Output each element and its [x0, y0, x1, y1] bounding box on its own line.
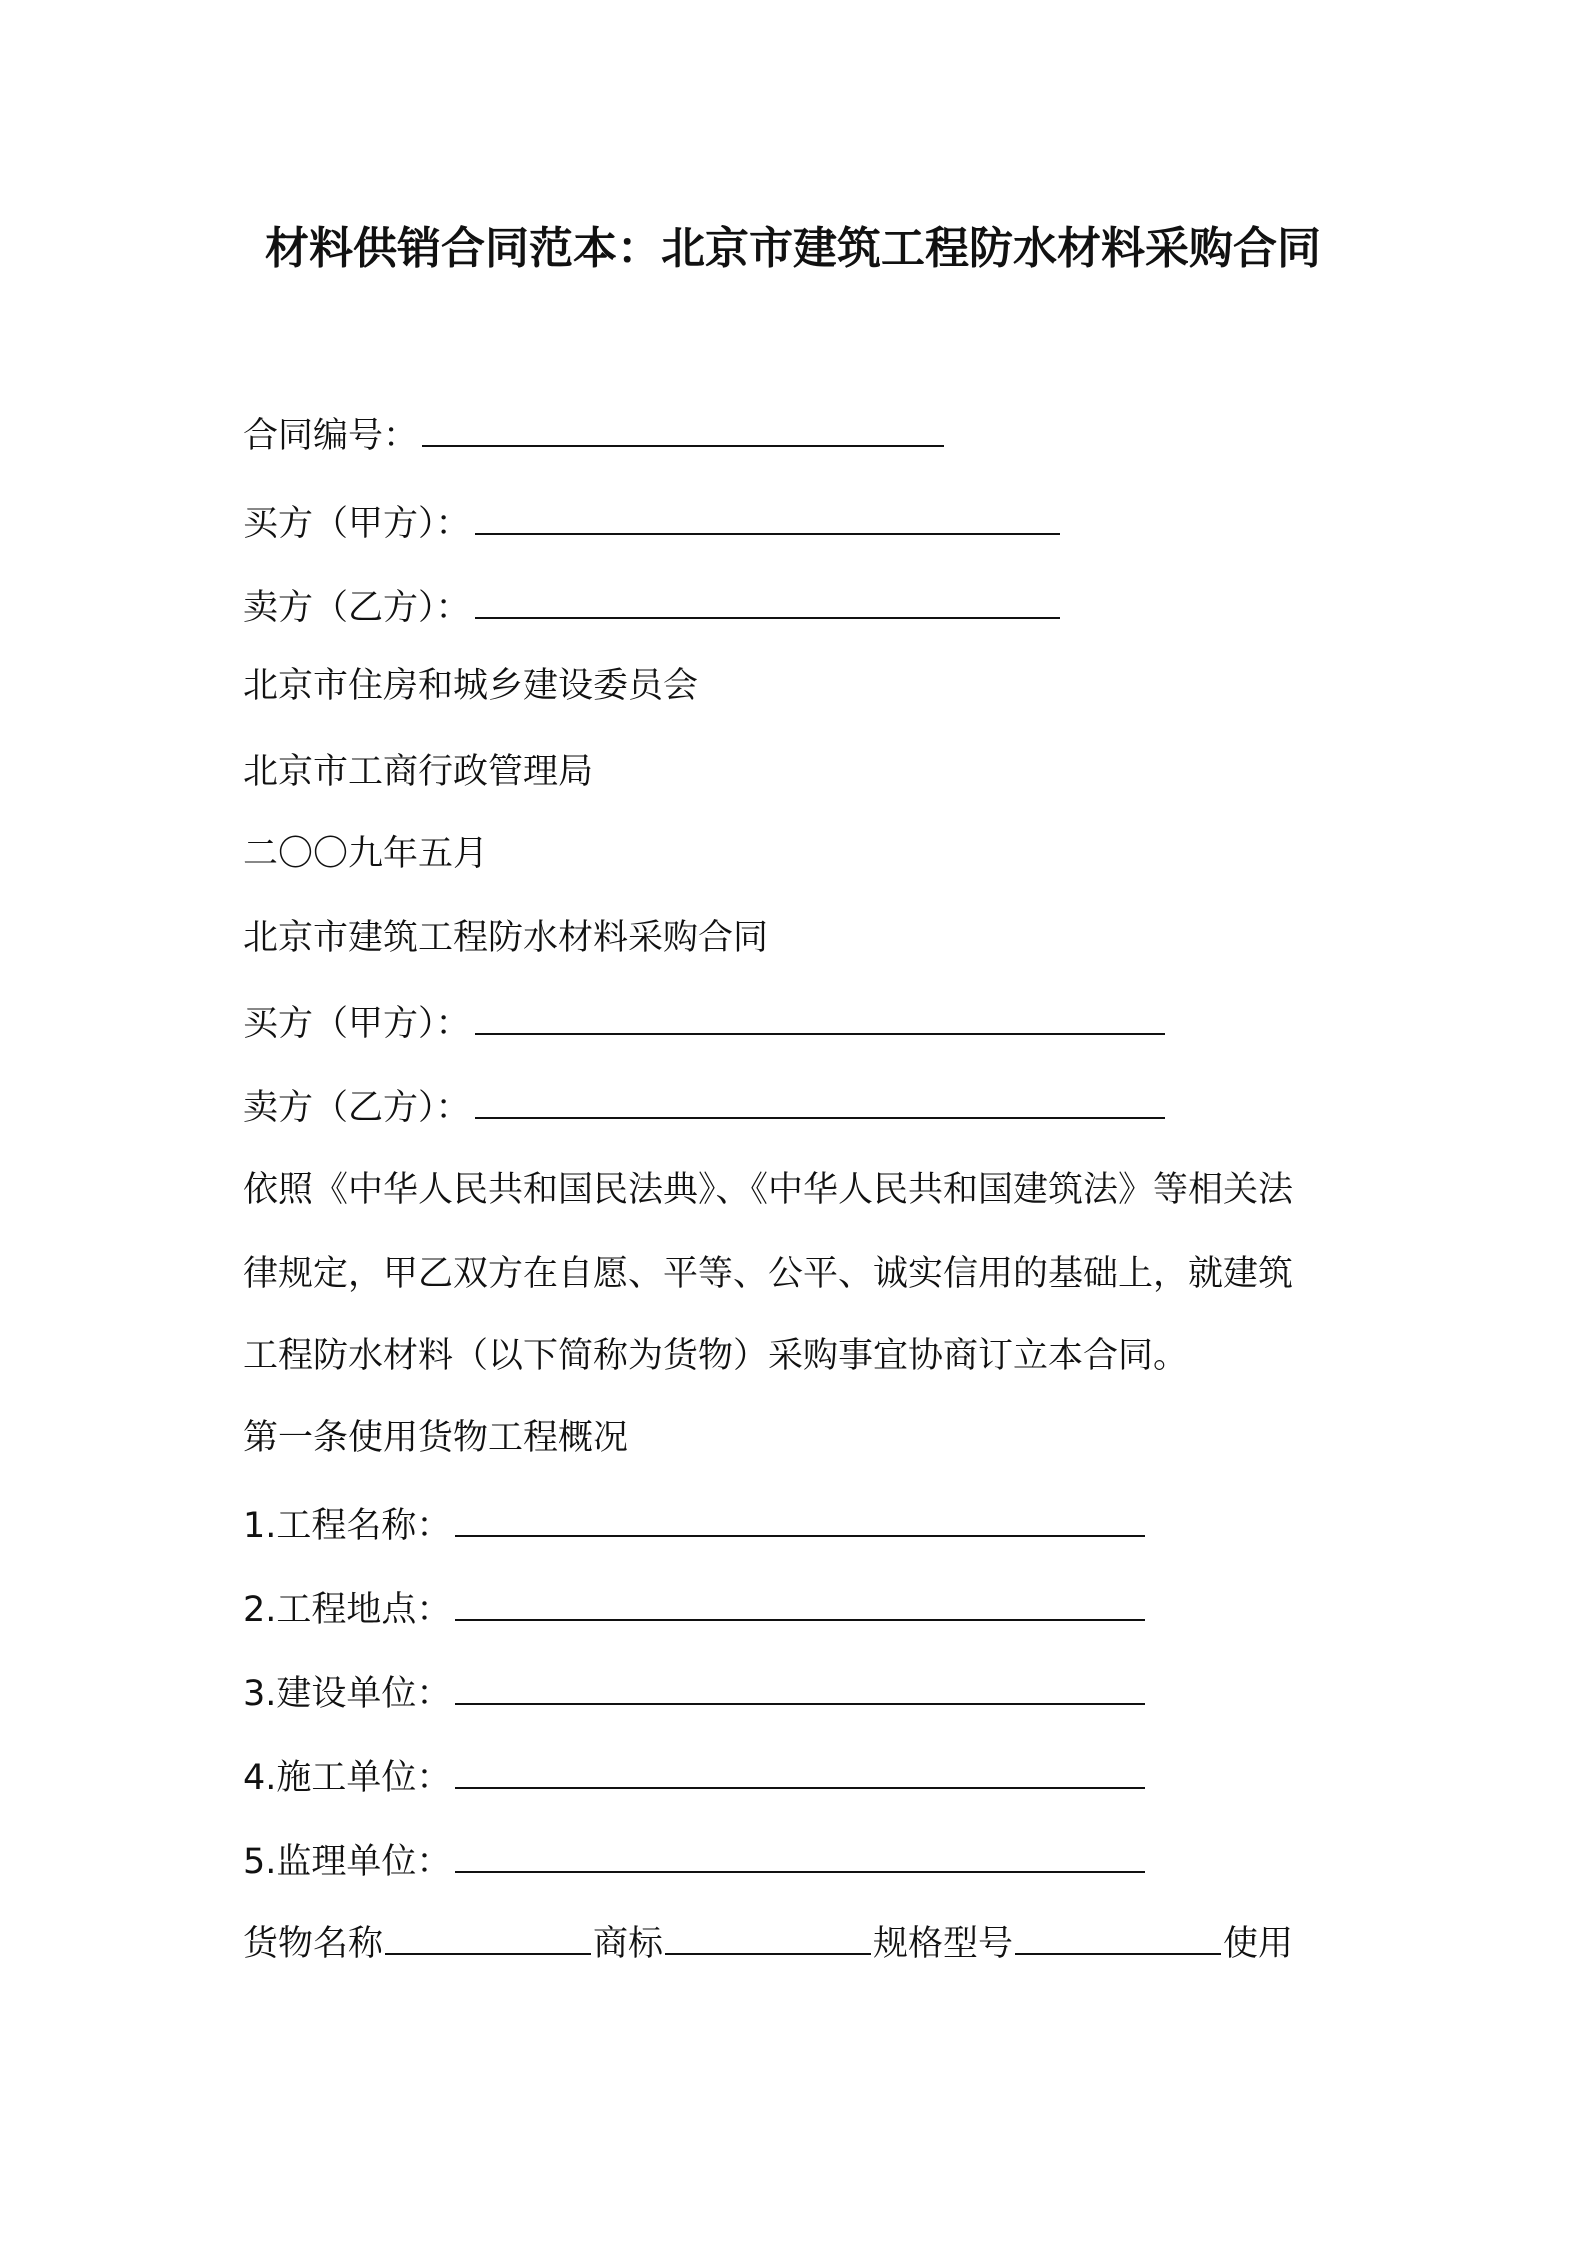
brand-label: 商标 — [593, 1924, 664, 1964]
contract-number-field — [243, 412, 944, 460]
buyer-field-header — [243, 500, 1060, 548]
goods-name-blank[interactable] — [385, 1923, 591, 1955]
construction-unit-blank[interactable] — [455, 1757, 1145, 1789]
owner-unit-blank[interactable] — [455, 1673, 1145, 1705]
owner-unit-label: 3.建设单位： — [243, 1674, 452, 1714]
project-item-4 — [243, 1754, 1145, 1802]
project-location-blank[interactable] — [455, 1589, 1145, 1621]
contract-number-label: 合同编号： — [243, 416, 419, 456]
spec-blank[interactable] — [1015, 1923, 1221, 1955]
project-item-2 — [243, 1586, 1145, 1634]
seller-label-header: 卖方（乙方）： — [243, 588, 471, 628]
seller-field — [243, 1084, 1165, 1132]
construction-unit-label: 4.施工单位： — [243, 1758, 452, 1798]
seller-label: 卖方（乙方）： — [243, 1088, 471, 1128]
project-location-label: 2.工程地点： — [243, 1590, 452, 1630]
goods-name-label: 货物名称 — [243, 1924, 384, 1964]
buyer-field — [243, 1000, 1165, 1048]
project-item-5 — [243, 1838, 1145, 1886]
seller-blank[interactable] — [475, 1087, 1165, 1119]
seller-field-header — [243, 584, 1060, 632]
project-name-label: 1.工程名称： — [243, 1506, 452, 1546]
seller-blank-header[interactable] — [475, 587, 1060, 619]
issuer-line-1: 北京市住房和城乡建设委员会 — [243, 666, 699, 706]
preamble-line-3: 工程防水材料（以下简称为货物）采购事宜协商订立本合同。 — [243, 1336, 1189, 1376]
spec-label: 规格型号 — [873, 1924, 1014, 1964]
preamble-line-2: 律规定，甲乙双方在自愿、平等、公平、诚实信用的基础上，就建筑 — [243, 1254, 1294, 1294]
buyer-blank[interactable] — [475, 1003, 1165, 1035]
issuer-line-2: 北京市工商行政管理局 — [243, 752, 594, 792]
project-name-blank[interactable] — [455, 1505, 1145, 1537]
project-item-1 — [243, 1502, 1145, 1550]
buyer-label: 买方（甲方）： — [243, 1004, 471, 1044]
issue-date: 二〇〇九年五月 — [243, 834, 489, 874]
article-1-heading: 第一条使用货物工程概况 — [243, 1418, 629, 1458]
project-item-3 — [243, 1670, 1145, 1718]
goods-line — [243, 1920, 1293, 1968]
supervision-unit-blank[interactable] — [455, 1841, 1145, 1873]
preamble-line-1: 依照《中华人民共和国民法典》、《中华人民共和国建筑法》等相关法 — [243, 1170, 1294, 1210]
buyer-label-header: 买方（甲方）： — [243, 504, 471, 544]
use-label: 使用 — [1223, 1924, 1294, 1964]
contract-number-blank[interactable] — [422, 415, 944, 447]
supervision-unit-label: 5.监理单位： — [243, 1842, 452, 1882]
brand-blank[interactable] — [665, 1923, 871, 1955]
buyer-blank-header[interactable] — [475, 503, 1060, 535]
document-title: 材料供销合同范本：北京市建筑工程防水材料采购合同 — [265, 223, 1321, 274]
contract-name: 北京市建筑工程防水材料采购合同 — [243, 918, 769, 958]
